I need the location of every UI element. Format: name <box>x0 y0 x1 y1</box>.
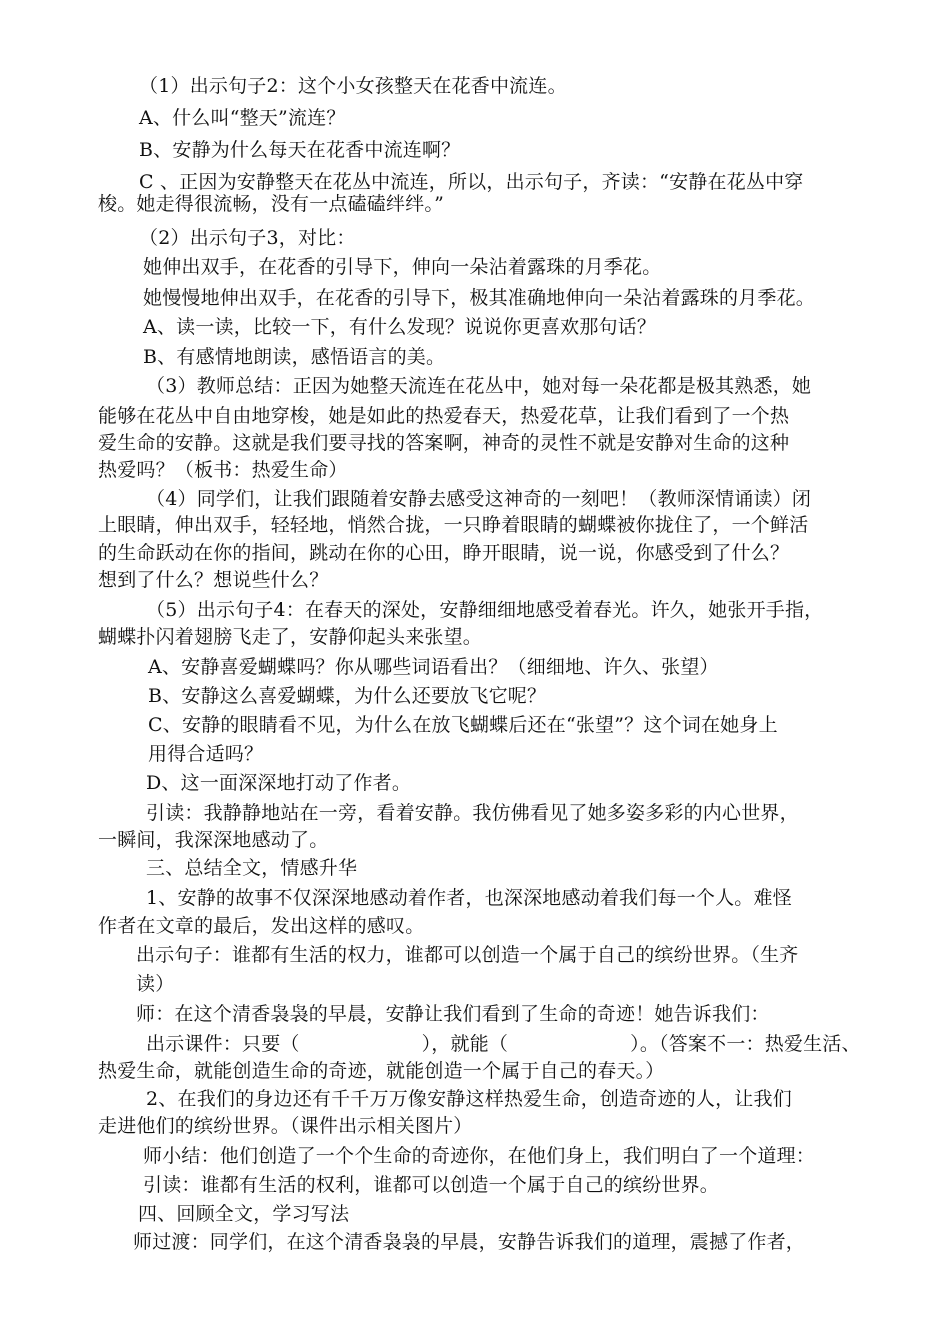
text-line: C、安静的眼睛看不见，为什么在放飞蝴蝶后还在“张望”？这个词在她身上 <box>148 714 778 736</box>
fill-in-part-3: ）。（答案不一：热爱生活、 <box>630 1033 861 1055</box>
section-heading: 四、回顾全文，学习写法 <box>138 1203 350 1225</box>
text-line: D、这一面深深地打动了作者。 <box>146 772 412 794</box>
text-line: 用得合适吗？ <box>148 743 264 765</box>
text-line: C 、正因为安静整天在花丛中流连，所以，出示句子，齐读：“安静在花丛中穿 <box>139 171 804 193</box>
text-line: （5）出示句子4：在春天的深处，安静细细地感受着春光。许久，她张开手指， <box>146 599 824 621</box>
text-line: 的生命跃动在你的指间，跳动在你的心田，睁开眼睛，说一说，你感受到了什么？ <box>98 542 790 564</box>
text-line: 引读：我静静地站在一旁，看着安静。我仿佛看见了她多姿多彩的内心世界， <box>146 802 799 824</box>
text-line: 引读：谁都有生活的权利，谁都可以创造一个属于自己的缤纷世界。 <box>143 1174 720 1196</box>
text-line: （3）教师总结：正因为她整天流连在花丛中，她对每一朵花都是极其熟悉，她 <box>146 375 812 397</box>
section-heading: 三、总结全文，情感升华 <box>146 857 358 879</box>
text-line: 爱生命的安静。这就是我们要寻找的答案啊，神奇的灵性不就是安静对生命的这种 <box>98 432 790 454</box>
text-line: 热爱生命，就能创造生命的奇迹，就能创造一个属于自己的春天。） <box>98 1060 665 1082</box>
text-line: 师小结：他们创造了一个个生命的奇迹你，在他们身上，我们明白了一个道理： <box>143 1145 816 1167</box>
text-line: B、安静为什么每天在花香中流连啊？ <box>139 139 461 161</box>
text-line: 她伸出双手，在花香的引导下，伸向一朵沾着露珠的月季花。 <box>143 256 662 278</box>
text-line: 能够在花丛中自由地穿梭，她是如此的热爱春天，热爱花草，让我们看到了一个热 <box>98 405 790 427</box>
text-line: 出示句子：谁都有生活的权力，谁都可以创造一个属于自己的缤纷世界。（生齐 <box>136 944 799 966</box>
text-line: 想到了什么？想说些什么？ <box>98 569 329 591</box>
text-line: 师过渡：同学们，在这个清香袅袅的早晨，安静告诉我们的道理，震撼了作者， <box>133 1231 806 1253</box>
text-line: 作者在文章的最后，发出这样的感叹。 <box>98 915 425 937</box>
text-line: B、安静这么喜爱蝴蝶，为什么还要放飞它呢？ <box>148 685 547 707</box>
text-line: B、有感情地朗读，感悟语言的美。 <box>143 346 446 368</box>
text-line: 热爱吗？（板书：热爱生命） <box>98 459 348 481</box>
text-line: 梭。她走得很流畅，没有一点磕磕绊绊。” <box>98 193 445 215</box>
fill-in-line <box>146 1031 861 1057</box>
text-line: 蝴蝶扑闪着翅膀飞走了，安静仰起头来张望。 <box>98 626 483 648</box>
text-line: （1）出示句子2：这个小女孩整天在花香中流连。 <box>139 75 567 97</box>
text-line: 上眼睛，伸出双手，轻轻地，悄然合拢，一只睁着眼睛的蝴蝶被你拢住了，一个鲜活 <box>98 514 809 536</box>
text-line: 一瞬间，我深深地感动了。 <box>98 829 329 851</box>
text-line: （2）出示句子3，对比： <box>139 227 356 249</box>
text-line: （4）同学们，让我们跟随着安静去感受这神奇的一刻吧！（教师深情诵读）闭 <box>146 488 812 510</box>
text-line: A、什么叫“整天”流连？ <box>139 107 346 129</box>
text-line: A、安静喜爱蝴蝶吗？你从哪些词语看出？（细细地、许久、张望） <box>148 656 719 678</box>
text-line: 1、安静的故事不仅深深地感动着作者，也深深地感动着我们每一个人。难怪 <box>146 887 792 909</box>
fill-in-part-1: 出示课件：只要（ <box>146 1033 300 1055</box>
text-line: A、读一读，比较一下，有什么发现？说说你更喜欢那句话？ <box>143 316 657 338</box>
fill-in-part-2: ），就能（ <box>421 1033 509 1055</box>
text-line: 走进他们的缤纷世界。（课件出示相关图片） <box>98 1115 473 1137</box>
text-line: 师：在这个清香袅袅的早晨，安静让我们看到了生命的奇迹！她告诉我们： <box>136 1003 770 1025</box>
text-line: 读） <box>136 973 175 995</box>
text-line: 2、在我们的身边还有千千万万像安静这样热爱生命，创造奇迹的人，让我们 <box>146 1088 792 1110</box>
text-line: 她慢慢地伸出双手，在花香的引导下，极其准确地伸向一朵沾着露珠的月季花。 <box>143 287 816 309</box>
